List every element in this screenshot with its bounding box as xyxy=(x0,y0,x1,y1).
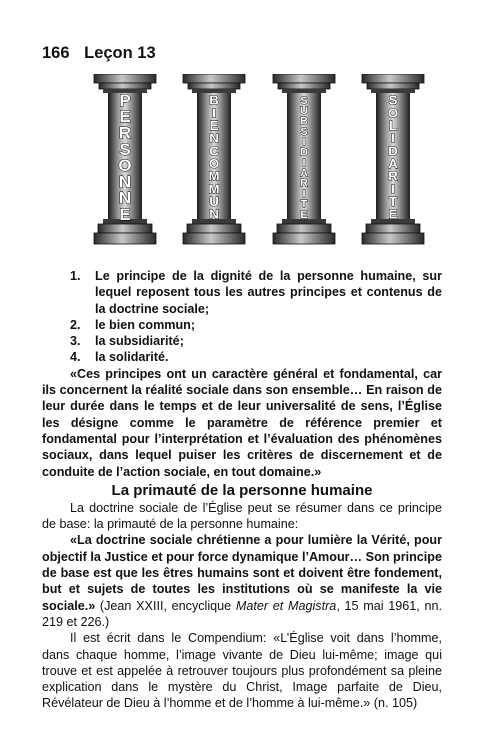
principle-item-2 xyxy=(42,317,442,333)
quote-text: «La doctrine sociale chrétienne a pour lumière la Vérité, pour objectif la Justice et pour force dynamique l’Amour… Son principe de base est que les êtres humains sont et doivent être fondement, but et sujets de toutes les institutions où se manifeste la vie sociale.» xyxy=(42,533,442,613)
page-number: 166 xyxy=(42,44,70,62)
citation-title: Mater et Magistra xyxy=(235,598,337,613)
principle-item-4 xyxy=(42,349,442,365)
pillar-1 xyxy=(94,74,156,244)
pillar-label: B I E N C O M M U N xyxy=(208,92,220,222)
pillar-4 xyxy=(362,74,424,244)
quote-principles: «Ces principes ont un caractère général et fondamental, car ils concernent la réalité sociale dans son ensemble… En raison de leur durée dans le temps et de leur universalité de sens, l’Église les désigne comme le paramètre de référence premier et fondamental pour l’interprétation et l’évaluation des phénomènes sociaux, dans lequel puiser les critères de discernement et de conduite de l’action sociale, en tout domaine.» xyxy=(42,366,442,479)
principle-item-3 xyxy=(42,333,442,349)
item-number: 3. xyxy=(70,334,81,349)
page-body xyxy=(42,268,442,712)
item-number: 2. xyxy=(70,317,81,332)
pillar-3 xyxy=(273,74,335,244)
quote-mater-et-magistra xyxy=(42,532,442,630)
pillars-illustration xyxy=(92,74,436,252)
item-text: la solidarité. xyxy=(95,350,169,365)
pillar-label: S U B S I D I A R I T E xyxy=(300,94,308,221)
citation-post: , 15 mai 1961, nn. 219 et 226.) xyxy=(42,598,442,629)
principle-item-1 xyxy=(42,268,442,317)
citation-pre: (Jean XXIII, encyclique xyxy=(95,598,236,613)
item-number: 1. xyxy=(70,269,81,283)
page-header xyxy=(42,44,156,63)
item-number: 4. xyxy=(70,350,81,365)
pillar-label: P E R S O N N E xyxy=(118,90,132,224)
section-heading: La primauté de la personne humaine xyxy=(111,481,373,499)
item-text: Le principe de la dignité de la personne humaine, sur lequel reposent tous les autres principes et contenus de la doctrine sociale; xyxy=(95,269,442,316)
paragraph-compendium: Il est écrit dans le Compendium: «L’Église voit dans l’homme, dans chaque homme, l’image vivante de Dieu lui-même; image qui trouve et est appelée à retrouver toujours plus profondément sa pleine explication dans le mystère du Christ, Image parfaite de Dieu, Révélateur de Dieu à l’homme et de l’homme à lui-même.» (n. 105) xyxy=(42,631,442,711)
pillar-2 xyxy=(183,74,245,244)
pillar-label: S O L I D A R I T E xyxy=(387,92,399,222)
lesson-title: Leçon 13 xyxy=(84,44,156,62)
item-text: la subsidiarité; xyxy=(95,334,184,349)
item-text: le bien commun; xyxy=(95,317,196,332)
paragraph-intro: La doctrine sociale de l’Église peut se résumer dans ce principe de base: la primauté de la personne humaine: xyxy=(42,500,442,532)
